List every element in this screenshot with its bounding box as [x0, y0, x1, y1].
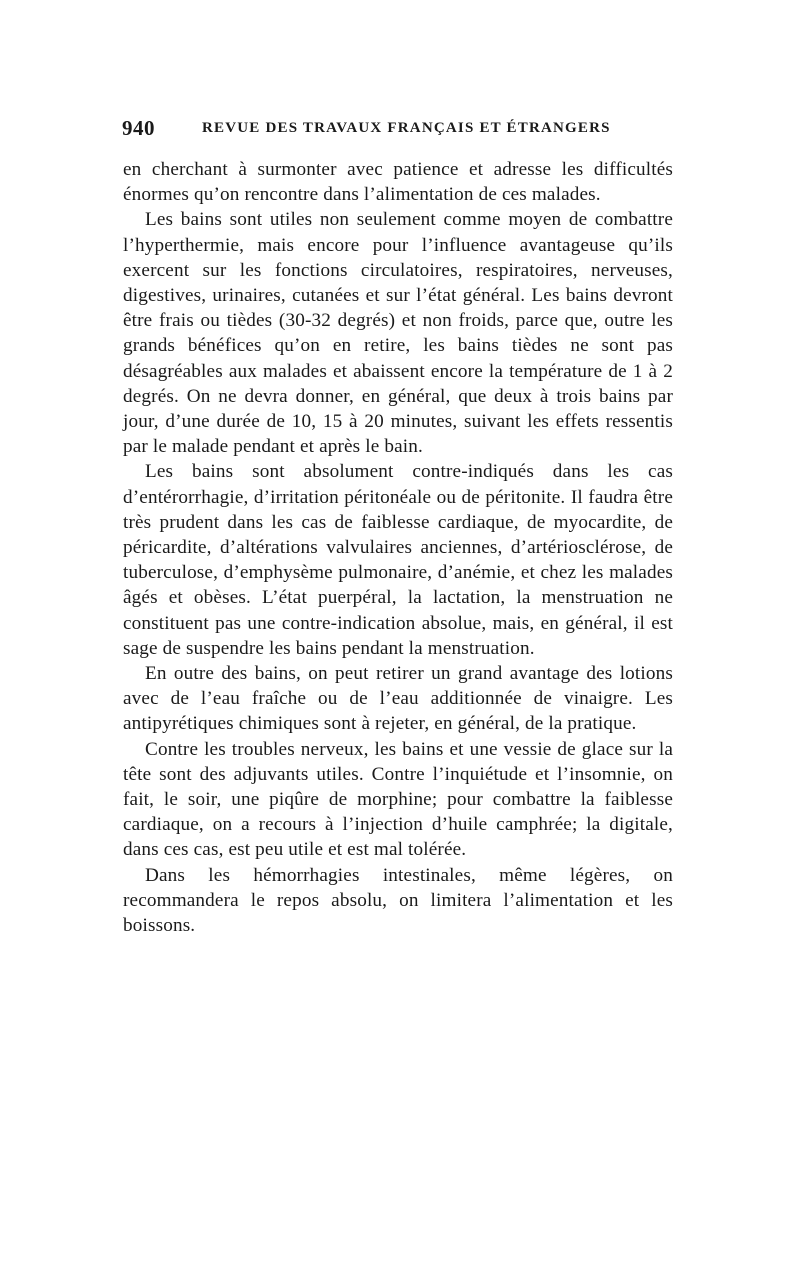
running-head: REVUE DES TRAVAUX FRANÇAIS ET ÉTRANGERS [202, 120, 611, 136]
paragraph-contraindications: Les bains sont absolument contre-indiqués dans les cas d’entérorrhagie, d’irritation péritonéale ou de péritonite. Il faudra être très prudent dans les cas de faiblesse cardiaque, de myocardite, de péricardite, d’altérations valvulaires anciennes, d’artériosclérose, de tuberculose, d’emphysème pulmonaire, d’anémie, et chez les malades âgés et obèses. L’état puerpéral, la lactation, la menstruation ne constituent pas une contre-indication absolue, mais, en général, il est sage de suspendre les bains pendant la menstruation. [123, 461, 673, 659]
body-text [123, 157, 673, 938]
paragraph-nervous-troubles: Contre les troubles nerveux, les bains et une vessie de glace sur la tête sont des adjuvants utiles. Contre l’inquiétude et l’insomnie, on fait, le soir, une piqûre de morphine; pour combattre la faiblesse cardiaque, on a recours à l’injection d’huile camphrée; la digitale, dans ces cas, est peu utile et est mal tolérée. [123, 738, 673, 861]
paragraph-continuation: en cherchant à surmonter avec patience et adresse les difficultés énormes qu’on rencontre dans l’alimentation de ces malades. [123, 159, 673, 206]
page-header [122, 116, 682, 144]
paragraph-baths-utility: Les bains sont utiles non seulement comme moyen de combattre l’hyperthermie, mais encore pour l’influence avantageuse qu’ils exercent sur les fonctions circulatoires, respiratoires, nerveuses, digestives, urinaires, cutanées et sur l’état général. Les bains devront être frais ou tièdes (30-32 degrés) et non froids, parce que, outre les grands bénéfices qu’on en retire, les bains tièdes ne sont pas désagréables aux malades et abaissent encore la température de 1 à 2 degrés. On ne devra donner, en général, que deux à trois bains par jour, d’une durée de 10, 15 à 20 minutes, suivant les effets ressentis par le malade pendant et après le bain. [123, 209, 673, 458]
paragraph-hemorrhages: Dans les hémorrhagies intestinales, même légères, on recommandera le repos absolu, on limitera l’alimentation et les boissons. [123, 864, 673, 937]
page-number: 940 [122, 116, 155, 140]
paragraph-lotions: En outre des bains, on peut retirer un grand avantage des lotions avec de l’eau fraîche ou de l’eau additionnée de vinaigre. Les antipyrétiques chimiques sont à rejeter, en général, de la pratique. [123, 663, 673, 735]
